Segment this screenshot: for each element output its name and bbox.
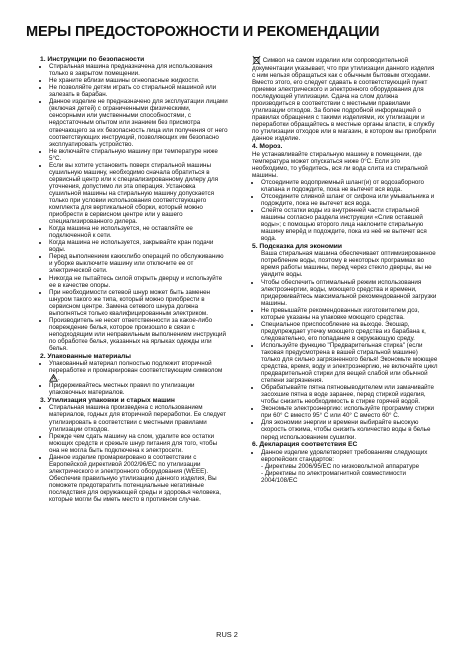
declaration-line: - Директивы 2006/95/EC по низковольтной аппаратуре: [261, 462, 420, 470]
list-item: • Не храните вблизи машины огнеопасные жидкости.: [49, 77, 228, 84]
list-item: • Придерживайтесь местных правил по утилизации упаковочных материалов.: [49, 382, 228, 396]
section-heading-safety: 1. Инструкции по безопасности: [40, 55, 145, 63]
section-heading-saving: 5. Подсказка для экономии: [252, 242, 343, 250]
section-heading-disposal: 3. Утилизация упаковки и старых машин: [40, 396, 175, 404]
list-item: • Не превышайте рекомендованных изготовителем доз, которые указаны на упаковке моющего средства.: [261, 307, 438, 321]
page-number: RUS 2: [216, 630, 238, 639]
list-item: • Используйте функцию "Предварительная стирка" (если таковая предусмотрена в вашей стиральной машине) только для сильно загрязненного белья! Экономьте моющее средства, время, воду и электроэнергию, не включайте цикл предварительной стирки для вещей слабой или обычной степени загрязнения.: [261, 342, 438, 384]
disposal-list: [40, 404, 228, 474]
list-item: • Данное изделие не предназначено для эксплуатации лицами (включая детей) с ограниченными физическими, сенсорными или умственными способностями, с недостаточным опытом или знанием без присмотра отвечающего за их безопасность лица или получения от него соответствующих инструкций, позволяющих им безопасно эксплуатировать устройство.: [49, 98, 228, 147]
list-item: • Отсоедините сливной шланг от сифона или умывальника и подождите, пока не вытечет вся вода.: [261, 193, 438, 207]
list-item: • Никогда не пытайтесь силой открыть дверцу и используйте ее в качестве опоры.: [49, 275, 228, 289]
disposal-continued: [252, 55, 438, 143]
list-item: • Обрабатывайте пятна пятновыводителем или замачивайте засохшие пятна в воде заранее, перед стиркой изделия, чтобы снизить необходимость в стирке горячей водой.: [261, 384, 438, 405]
saving-list: [252, 279, 438, 441]
crossed-bin-icon: [252, 55, 261, 65]
list-item-text: Упакованный материал полностью подлежит вторичной переработке и промаркирован соответствующим символом: [49, 360, 223, 375]
list-item: • Не включайте стиральную машину при температуре ниже 5°C.: [49, 148, 228, 162]
list-item: • Отсоедините водоприемный шланг(и) от водозаборного клапана и подождите, пока не вытечет вся вода.: [261, 179, 438, 193]
disposal-paragraph: Обеспечив правильную утилизацию данного изделия, Вы поможете предотвратить потенциальные негативные последствия для окружающей среды и здоровья человека, которые могли бы иметь место в противном случае.: [49, 474, 221, 504]
section-heading-frost: 4. Мороз.: [252, 143, 283, 151]
list-item: • Когда машина не используется, не оставляйте ее подключенной к сети.: [49, 225, 228, 239]
list-item: • Специальное приспособление на выходе. Экошар, предупреждает утечку моющего средства из барабана к, следовательно, его попадание в окружающую среду.: [261, 321, 438, 342]
list-item: • Упакованный материал полностью подлежит вторичной переработке и промаркирован соответствующим символом .: [49, 360, 228, 382]
section-heading-packaging: 2. Упакованные материалы: [40, 352, 131, 360]
declaration-list: [252, 449, 438, 463]
list-item: • Экономьте электроэнергию: используйте программу стирки при 60° C вместо 95° C или 40° C вместо 60° C.: [261, 405, 438, 419]
frost-list: [252, 179, 438, 242]
packaging-list: [40, 360, 228, 396]
page-title: МЕРЫ ПРЕДОСТОРОЖНОСТИ И РЕКОМЕНДАЦИИ: [26, 24, 380, 40]
list-item: • Для экономии энергии и времени выбирайте высокую скорость отжима, чтобы снизить количество воды в белье перед использованием сушилки.: [261, 419, 438, 440]
list-item: • Не позволяйте детям играть со стиральной машиной или залезать в барабан.: [49, 84, 228, 98]
frost-paragraph: Не устанавливайте стиральную машину в помещении, где температура может опускаться ниже 0°C. Если это необходимо, то убедитесь, вся ли вода слита из стиральной машины.: [252, 150, 428, 179]
list-item: • Когда машина не используется, закрывайте кран подачи воды.: [49, 239, 228, 253]
list-item: • Производитель не несет ответственности за какое-либо повреждение белья, которое произошло в связи с неподходящим или неправильным выполнением инструкций по обработке белья, указанных на ярлыках одежды или белья.: [49, 317, 228, 352]
left-column: [40, 55, 228, 503]
safety-list: [40, 63, 228, 352]
saving-paragraph: Ваша стиральная машина обеспечивает оптимизированное потребление воды, поэтому в некоторых программах во время работы машины, перед через стекло дверцы, вы не увидите воды.: [261, 250, 436, 279]
list-item: • Если вы хотите установить поверх стиральной машины сушильную машину, необходимо сначала обратиться в сервисный центр или к специализированному дилеру для уточнения, допустимо ли эта операция. Установка сушильной машины на стиральную машину допускается только при условии использования соответствующего комплекта для вертикальной сборки, который можно приобрести в сервисном центре или у вашего специализированного дилера.: [49, 162, 228, 225]
list-item: • При необходимости сетевой шнур может быть заменен шнуром такого же типа, который можно приобрести в сервисном центре. Замена сетевого шнура должна выполняться только квалифицированным электриком.: [49, 289, 228, 317]
section-heading-declaration: 6. Декларация соответствия ЕС: [252, 441, 358, 449]
list-item: • Стиральная машина предназначена для использования только в закрытом помещении.: [49, 63, 228, 77]
list-item: • Данное изделие удовлетворяет требованиям следующих европейских стандартов:: [261, 449, 438, 463]
disposal-continued-text: Символ на самом изделии или сопроводительной документации указывает, что при утилизации данного изделия с ним нельзя обращаться как с обычным бытовым отходами. Вместо этого, его следует сдавать в соответствующий пункт приемки электрического и электронного оборудования для последующей утилизации. Сдача на слом должна производиться в соответствии с местными правилами утилизации отходов. За более подробной информацией о правилах обращения с такими изделиями, их утилизации и переработки обращайтесь в местные органы власти, в службу по утилизации отходов или в магазин, в котором вы приобрели данное изделие.: [252, 57, 436, 143]
declaration-line: - Директивы по электромагнитной совместимости 2004/108/EC: [261, 469, 407, 484]
list-item: • Стиральная машина произведена с использованием материалов, годных для вторичной переработки. Ее следует утилизировать в соответствии с местными правилами утилизации отходов.: [49, 404, 228, 432]
right-column: [252, 55, 438, 484]
list-item: • Перед выполнением какихлибо операций по обслуживанию и уборке выключите машину или отключите ее от электрической сети.: [49, 253, 228, 274]
recycle-icon: [49, 374, 58, 382]
list-item: • Данное изделие промаркировано в соответствии с Европейской директивой 2002/96/EC по утилизации электрического и электронного оборудования (WEEE).: [49, 454, 228, 475]
list-item: • Слейте остатки воды из внутренней части стиральной машины согласно раздела инструкции «Слив оставшей воды»; с помощью второго лица наклоните стиральную машину вперёд и подождите, пока из неё не вытечет вся вода.: [261, 207, 438, 242]
list-item: • Чтобы обеспечить оптимальный режим использования электроэнергии, воды, моющего средства и времени, придерживайтесь максимальной рекомендованной загрузки машины.: [261, 279, 438, 307]
list-item: • Прежде чем сдать машину на слом, удалите все остатки моющих средств и срежьте шнур питания для того, чтобы она не могла быть подключена к электросети.: [49, 433, 228, 454]
